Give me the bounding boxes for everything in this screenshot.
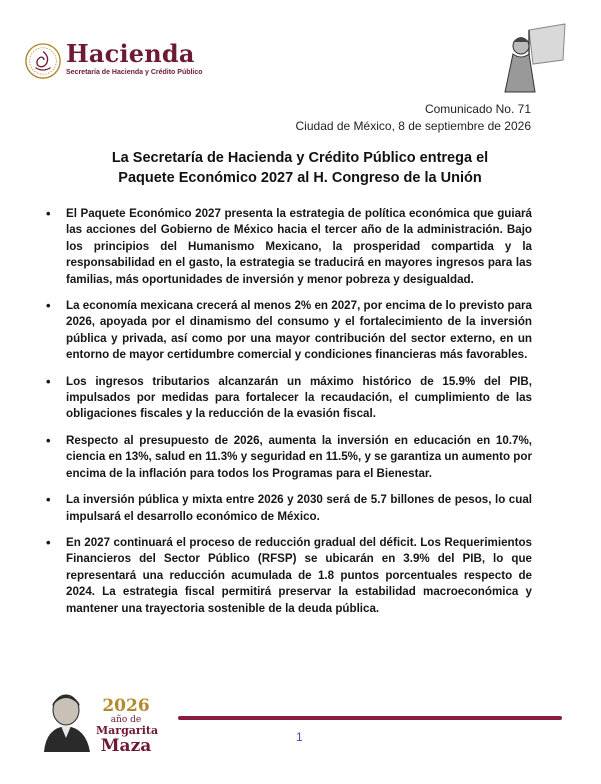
title-line-1: La Secretaría de Hacienda y Crédito Público entrega el (111, 150, 489, 166)
bullet-item: • Respecto al presupuesto de 2026, aumenta la inversión en educación en 10.7%, ciencia en 13%, salud en 11.3% y seguridad en 11.5%, y se garantiza un aumento por encima de la inflación para todos los Programas para el Bienestar. (66, 433, 532, 482)
footer-rule (178, 716, 562, 720)
page-number: 1 (296, 730, 303, 744)
brand-subtitle: Secretaría de Hacienda y Crédito Público (66, 69, 203, 76)
year-line: año de (110, 715, 142, 725)
bullet-list (66, 206, 532, 627)
year-badge (96, 696, 159, 756)
communique-number: Comunicado No. 71 (424, 102, 531, 116)
bullet-item: • Los ingresos tributarios alcanzarán un máximo histórico de 15.9% del PIB, impulsados por medidas para fortalecer la recaudación, el cumplimiento de las obligaciones fiscales y la reducción de la evasión fiscal. (66, 374, 532, 423)
bullet-item: • La economía mexicana crecerá al menos 2% en 2027, por encima de lo previsto para 2026, apoyada por el dinamismo del consumo y el fortalecimiento de la inversión pública y privada, así como por una mayor contribución del sector externo, en un entorno de mayor certidumbre comercial y condiciones financieras más favorables. (66, 298, 532, 364)
header-brand (24, 40, 224, 84)
bullet-item: • El Paquete Económico 2027 presenta la estrategia de política económica que guiará las acciones del Gobierno de México hacia el tercer año de la administración. Bajo los principios del Humanismo Mexicano, la prosperidad compartida y la responsabilidad en el gasto, la estrategia se traducirá en mayores ingresos para las familias, más oportunidades de inversión y menor pobreza y desigualdad. (66, 206, 532, 288)
seal-icon (24, 42, 62, 80)
bullet-item: • La inversión pública y mixta entre 2026 y 2030 será de 5.7 billones de pesos, lo cual impulsará el desarrollo económico de México. (66, 492, 532, 525)
brand-name: Hacienda (66, 39, 195, 68)
heroine-portrait-icon (499, 20, 571, 100)
bullet-item: • En 2027 continuará el proceso de reducción gradual del déficit. Los Requerimientos Financieros del Sector Público (RFSP) se ubicarán en 3.9% del PIB, lo que representará una reducción acumulada de 1.8 puntos porcentuales respecto de 2024. La estrategia fiscal permitirá preservar la estabilidad macroeconómica y mantener una trayectoria sostenible de la deuda pública. (66, 535, 532, 617)
year-number: 2026 (102, 696, 150, 716)
title-line-2: Paquete Económico 2027 al H. Congreso de la Unión (118, 170, 482, 186)
communique-meta (296, 101, 531, 135)
year-surname: Maza (100, 736, 152, 756)
year-name: Margarita (96, 724, 159, 737)
page-title (60, 148, 540, 188)
place-date: Ciudad de México, 8 de septiembre de 2026 (295, 119, 531, 133)
margarita-maza-portrait-icon (28, 688, 98, 752)
